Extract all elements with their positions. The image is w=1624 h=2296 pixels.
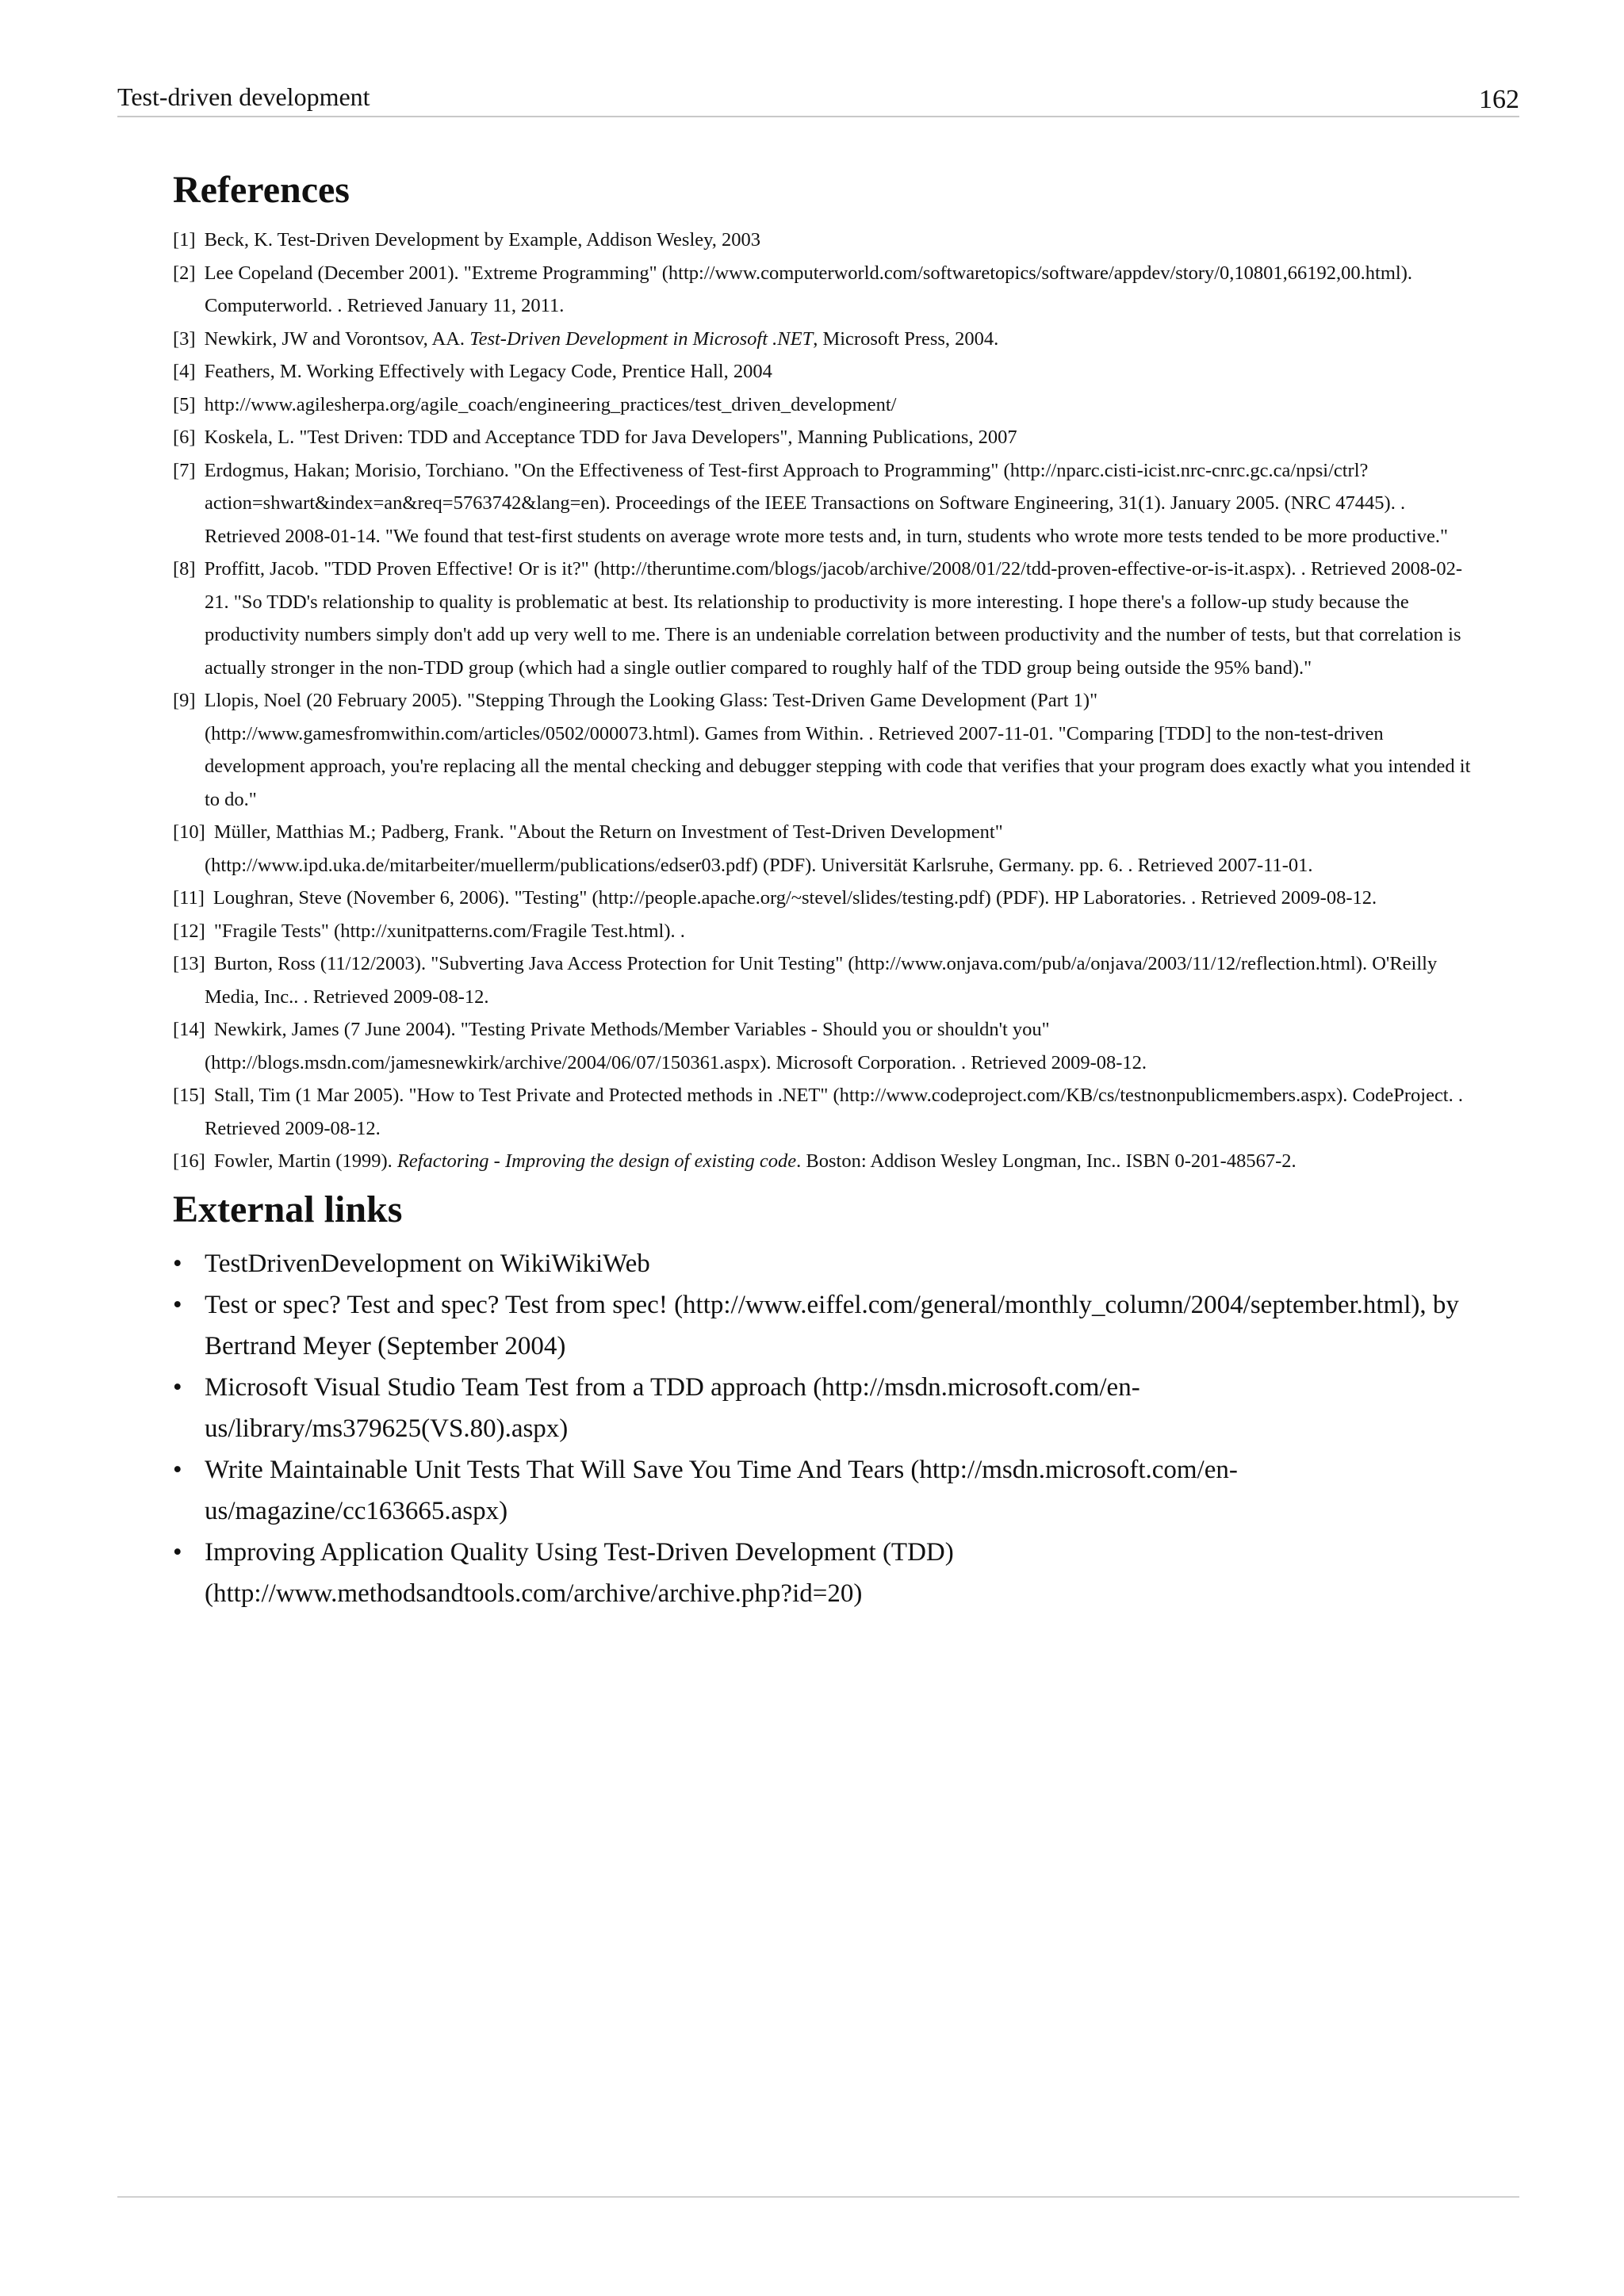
reference-text: Feathers, M. Working Effectively with Legacy Code, Prentice Hall, 2004 <box>204 361 772 382</box>
reference-number: [11] <box>173 887 205 909</box>
reference-text: Fowler, Martin (1999). <box>213 1150 397 1172</box>
reference-item <box>173 947 1473 1013</box>
references-heading: References <box>173 169 350 211</box>
external-link-text[interactable]: Microsoft Visual Studio Team Test from a TDD approach (http://msdn.microsoft.com/en-us/library/ms379625(VS.80).aspx) <box>205 1372 1140 1443</box>
footer-rule <box>117 2196 1519 2198</box>
external-links-heading: External links <box>173 1188 403 1230</box>
external-link-item <box>173 1367 1473 1449</box>
reference-text: Proffitt, Jacob. "TDD Proven Effective! Or is it?" (http://theruntime.com/blogs/jacob/archive/2008/01/22/tdd-proven-effective-or-is-it.aspx). . Retrieved 2008-02-21. "So TDD's relationship to quality is problematic at best. Its relationship to productivity is more interesting. I hope there's a follow-up study because the productivity numbers simply don't add up very well to me. There is an undeniable correlation between productivity and the number of tests, but that correlation is actually stronger in the non-TDD group (which had a single outlier compared to roughly half of the TDD group being outside the 95% band)." <box>204 558 1463 679</box>
reference-number: [16] <box>173 1150 205 1172</box>
external-link-item <box>173 1449 1473 1532</box>
reference-item <box>173 388 1473 422</box>
reference-number: [3] <box>173 327 196 350</box>
reference-number: [7] <box>173 459 196 481</box>
page-number: 162 <box>1479 85 1519 114</box>
reference-text: http://www.agilesherpa.org/agile_coach/engineering_practices/test_driven_development/ <box>204 393 897 415</box>
reference-item <box>173 1145 1473 1178</box>
reference-text: Koskela, L. "Test Driven: TDD and Acceptance TDD for Java Developers", Manning Publications, 2007 <box>204 427 1017 448</box>
external-link-text[interactable]: Test or spec? Test and spec? Test from spec! (http://www.eiffel.com/general/monthly_column/2004/september.html), by Bertrand Meyer (September 2004) <box>205 1290 1459 1360</box>
reference-item <box>173 684 1473 816</box>
reference-item <box>173 323 1473 356</box>
reference-text: Llopis, Noel (20 February 2005). "Stepping Through the Looking Glass: Test-Driven Game Development (Part 1)" (http://www.gamesfromwithin.com/articles/0502/000073.html). Games from Within. . Retrieved 2007-11-01. "Comparing [TDD] to the non-test-driven development approach, you're replacing all the mental checking and debugger stepping with code that verifies that your program does exactly what you intended it to do." <box>204 690 1471 810</box>
reference-number: [9] <box>173 690 196 711</box>
reference-text: , Microsoft Press, 2004. <box>813 327 999 350</box>
bullet-icon: • <box>173 1537 182 1567</box>
reference-item <box>173 257 1473 323</box>
reference-number: [15] <box>173 1085 205 1106</box>
reference-item <box>173 915 1473 948</box>
running-title: Test-driven development <box>117 82 370 111</box>
reference-title-italic: Test-Driven Development in Microsoft .NET <box>469 327 814 350</box>
reference-item <box>173 355 1473 388</box>
external-links-list <box>173 1243 1473 1614</box>
reference-item <box>173 553 1473 684</box>
reference-text: Lee Copeland (December 2001). "Extreme Programming" (http://www.computerworld.com/softwaretopics/software/appdev/story/0,10801,66192,00.html). Computerworld. . Retrieved January 11, 2011. <box>204 262 1413 316</box>
bullet-icon: • <box>173 1290 182 1319</box>
reference-item <box>173 816 1473 882</box>
reference-item <box>173 882 1473 915</box>
reference-text: Beck, K. Test-Driven Development by Example, Addison Wesley, 2003 <box>204 229 761 251</box>
page-content <box>173 159 1473 1614</box>
reference-text: Müller, Matthias M.; Padberg, Frank. "About the Return on Investment of Test-Driven Development" (http://www.ipd.uka.de/mitarbeiter/muellerm/publications/edser03.pdf) (PDF). Universität Karlsruhe, Germany. pp. 6. . Retrieved 2007-11-01. <box>205 821 1313 876</box>
reference-number: [8] <box>173 558 196 580</box>
reference-text: Burton, Ross (11/12/2003). "Subverting Java Access Protection for Unit Testing" (http://www.onjava.com/pub/a/onjava/2003/11/12/reflection.html). O'Reilly Media, Inc.. . Retrieved 2009-08-12. <box>205 953 1438 1008</box>
page-header <box>117 79 1519 117</box>
reference-number: [14] <box>173 1019 205 1040</box>
reference-item <box>173 421 1473 454</box>
references-list <box>173 224 1473 1178</box>
reference-number: [2] <box>173 262 196 284</box>
reference-text: Loughran, Steve (November 6, 2006). "Testing" (http://people.apache.org/~stevel/slides/testing.pdf) (PDF). HP Laboratories. . Retrieved 2009-08-12. <box>213 887 1377 909</box>
reference-number: [4] <box>173 361 196 382</box>
bullet-icon: • <box>173 1372 182 1402</box>
external-link-item <box>173 1284 1473 1367</box>
bullet-icon: • <box>173 1249 182 1278</box>
reference-number: [12] <box>173 920 205 942</box>
reference-text: Stall, Tim (1 Mar 2005). "How to Test Private and Protected methods in .NET" (http://www.codeproject.com/KB/cs/testnonpublicmembers.aspx). CodeProject. . Retrieved 2009-08-12. <box>205 1085 1463 1139</box>
reference-number: [1] <box>173 229 196 251</box>
external-link-item <box>173 1243 1473 1284</box>
external-link-item <box>173 1532 1473 1614</box>
reference-item <box>173 1013 1473 1079</box>
reference-number: [13] <box>173 953 205 974</box>
reference-text: "Fragile Tests" (http://xunitpatterns.com/Fragile Test.html). . <box>213 920 685 942</box>
reference-number: [10] <box>173 821 205 843</box>
reference-item <box>173 1079 1473 1145</box>
reference-item <box>173 224 1473 257</box>
reference-text: Erdogmus, Hakan; Morisio, Torchiano. "On the Effectiveness of Test-first Approach to Programming" (http://nparc.cisti-icist.nrc-cnrc.gc.ca/npsi/ctrl?action=shwart&index=an&req=5763742&lang=en). Proceedings of the IEEE Transactions on Software Engineering, 31(1). January 2005. (NRC 47445). . Retrieved 2008-01-14. "We found that test-first students on average wrote more tests and, in turn, students who wrote more tests tended to be more productive." <box>204 459 1448 547</box>
reference-text: . Boston: Addison Wesley Longman, Inc.. ISBN 0-201-48567-2. <box>796 1150 1297 1172</box>
reference-title-italic: Refactoring - Improving the design of existing code <box>396 1150 797 1172</box>
bullet-icon: • <box>173 1455 182 1484</box>
external-link-text[interactable]: Write Maintainable Unit Tests That Will Save You Time And Tears (http://msdn.microsoft.com/en-us/magazine/cc163665.aspx) <box>205 1455 1238 1525</box>
external-link-text[interactable]: TestDrivenDevelopment on WikiWikiWeb <box>205 1249 650 1278</box>
reference-text: Newkirk, James (7 June 2004). "Testing Private Methods/Member Variables - Should you or shouldn't you" (http://blogs.msdn.com/jamesnewkirk/archive/2004/06/07/150361.aspx). Microsoft Corporation. . Retrieved 2009-08-12. <box>205 1019 1147 1073</box>
external-link-text[interactable]: Improving Application Quality Using Test-Driven Development (TDD) (http://www.methodsandtools.com/archive/archive.php?id=20) <box>205 1537 954 1608</box>
reference-item <box>173 454 1473 553</box>
reference-number: [5] <box>173 393 196 415</box>
reference-text: Newkirk, JW and Vorontsov, AA. <box>204 327 470 350</box>
reference-number: [6] <box>173 427 196 448</box>
